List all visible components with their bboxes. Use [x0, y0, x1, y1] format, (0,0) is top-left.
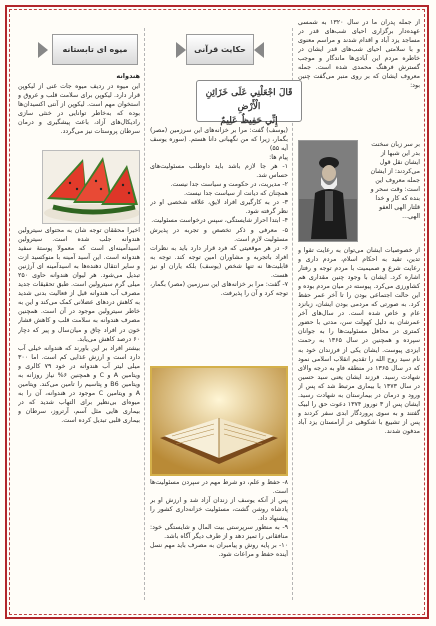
quran-image — [150, 366, 288, 476]
column-divider-left — [144, 28, 145, 600]
section-heading: هندوانه — [116, 72, 140, 80]
banner-summer-fruit — [52, 34, 138, 65]
banner-title: میوه ای تابستانه — [62, 45, 128, 54]
banner-arrow-icon — [38, 42, 48, 58]
banner-arrow-icon — [254, 42, 264, 58]
paragraph: ۸- حفظ و علم، دو شرط مهم در سپردن مسئولیت‌ها است. پس از آنکه یوسف از زندان آزاد شد و ارزش او بر پادشاه روشن گشت، مسئولیت خزانه‌داری کشور را پیشنهاد داد. ۹- به منظور سرپرستی بیت المال و شایستگی خود: منافقانی را تمیز دهد و از طرف دیگر آگاه باشد. ۱۰- بر پایه روش و پیامبران به مصرف باید مهم نسل آینده حفظ و مراعات شود. — [150, 479, 288, 559]
quran-verse-box — [196, 80, 302, 126]
banner-quranic-story — [186, 34, 254, 65]
verse-line: قَالَ اجْعَلْنِي عَلَى خَزَائِنِ الْأَرْضِ — [205, 88, 293, 112]
paragraph: اخیرا محققان توجه شان به محتوای سیترولین هندوانه جلب شده است. سیترولین اسیدآمینه‌ای است که معمولا پوستهٔ سفید هندوانه است. این آسید آمینه با منوکسید ازت و سایر انتقال دهنده‌ها به اسیدآمینه ای آرژنین تبدیل می‌شود. هر لیوان هندوانه حاوی ۲۵۰ میلی گرم سیترولین است. طبق تحقیقات جدید مصرف آب هندوانه قبل از فعالیت بدنی شدید به کاهش دردهای عضلانی کمک می‌کند و این به خاطر سیترولین موجود در آن است. همچنین مصرف هندوانه به سلامت قلب و کاهش فشار خون در افراد چاق و میان‌سال و پیر که دچار ۶۰ درصد کاهش می‌یابد. بیشتر افراد بر این باورند که هندوانه خیلی آب دارد است و ارزش غذایی کم است. اما ۳۰۰ میلی لیتر آب هندوانه در خود ۷۹ کالری و ویتامین A و C و همچنین ۶% نیاز روزانه به ویتامین B6 و پتاسیم را تامین می‌کند. ویتامین A و ویتامین C موجود در هندوانه، آن را به میوه‌ای بی‌نظیر برای التهاب شدید که در بیماری هایی مثل آسم، آرتروز، سرطان و بیماری قلبی تبدیل کرده است. — [18, 227, 140, 424]
cleric-image — [298, 140, 358, 242]
poem: بر سر زبان سخنت بدر این شبها از ایشان نقل قول می‌کردند: از ایشان جمله معروف این است: وقت سحر و بنده که کار و خدا قلتار الهی العفو الهی... — [370, 141, 420, 221]
paragraph: از خصوصیات ایشان می‌توان به رعایت تقوا و تدین، تقید به احکام اسلام، مردم داری و رعایت شرع و صمیمیت با مردم توجه و رفتار اشاره کرد. ایشان با وجود چنین مقداری هم کشاورزی می‌کرد. پیوسته در میان مردم بوده و این حالت اجتماعی بودن را تا آخر عمر حفظ کرد. به صورتی که مردمی بودن ایشان، زبانزد عام و خاص شده است. در سال‌های آخر عمرشان به دلیل کهولت سن، مدتی با حضور کمتری در محافل مسئولیت‌ها را به جوانان سپرده و همچنین در سال ۱۳۶۵ به رحمت ایزدی پیوست. ایشان یکی از فرزندان خود به نام سید روح الله را تقدیم انقلاب اسلامی نمود که در سال ۱۳۶۵ در منطقه فاو به درجه والای شهادت رسید. فرزند ایشان یعنی سید حسین در سال ۱۳۷۳ با بیماری مرتبط شد که پس از ورود و درمان در بیمارستان به شهادت رسید. ایشان پس از ۳ نوروز ۱۳۷۴ دعوت حق را لبیک گفتند و به سوی پروردگار ابدی سفر کردند و پس از تشییع با شکوهی در آرامستان یزد آباد مدفون شدند. — [298, 247, 420, 435]
watermelon-image — [42, 150, 140, 224]
paragraph: این میوه در ردیف میوه جات غنی از لیکوپن قرار دارد. لیکوپن برای سلامت قلب و عروق و استخوان مهم است. لیکوپن از آنتی اکسیدان‌ها بوده که به‌خاطر توانایی در خنثی سازی رادیکال‌های آزاد، باعث پیشگیری و درمان سرطان پروستات نیز می‌گردد. — [18, 83, 140, 136]
verse-line: إِنِّي حَفِيظٌ عَلِيمٌ — [220, 116, 278, 126]
banner-arrow-icon — [176, 42, 186, 58]
paragraph: از جمله پدران ما در سال ۱۳۲۰ به شمسی عهده‌دار برگزاری احیای شب‌های قدر در مساجد یزد آباد و اقدام شدند و مراسم معنوی و با سلامتی احیای شب‌های قدر ایشان در خاطره مردم این آبادی‌ها ماندگار و موجب گسترش فرهنگ محمدی شده است. جمله معروف ایشان که بر روی منبر می‌گفت چنین بود: — [298, 19, 420, 90]
paragraph: (یوسف) گفت: مرا بر خزانه‌های این سرزمین (مصر) بگمار، زیرا که من نگهبانی دانا هستم. (سوره یوسف آیه ۵۵) پیام ها: ۱- هر جا لازم باشد باید داوطلب مسئولیت‌های حساس شد. ۲- مدیریت، در حکومت و سیاست جدا نیست. همچنان که دیانت از سیاست جدا نیست. ۳- در به کارگیری افراد لایق، علاقه شخصی او در نظر گرفته شود. ۴- ابتدا احراز شایستگی، سپس درخواست مسئولیت. ۵- معرفی و ذکر تخصص و تجربه در پذیرش مسئولیت لازم است. ۶- در هر موقعیتی که فرد قرار دارد باید به نظرات افراد باتجربه و مشاوران امین توجه کند. توجه به قابلیت‌ها نه تنها شخص (یوسف) بلکه یاران او نیز هست. ۷- گفت: مرا بر خزانه‌های این سرزمین (مصر) بگمار، توجه کرد و آن را پذیرفت. — [150, 127, 288, 297]
banner-title: حکایت قرآنی — [194, 45, 246, 54]
